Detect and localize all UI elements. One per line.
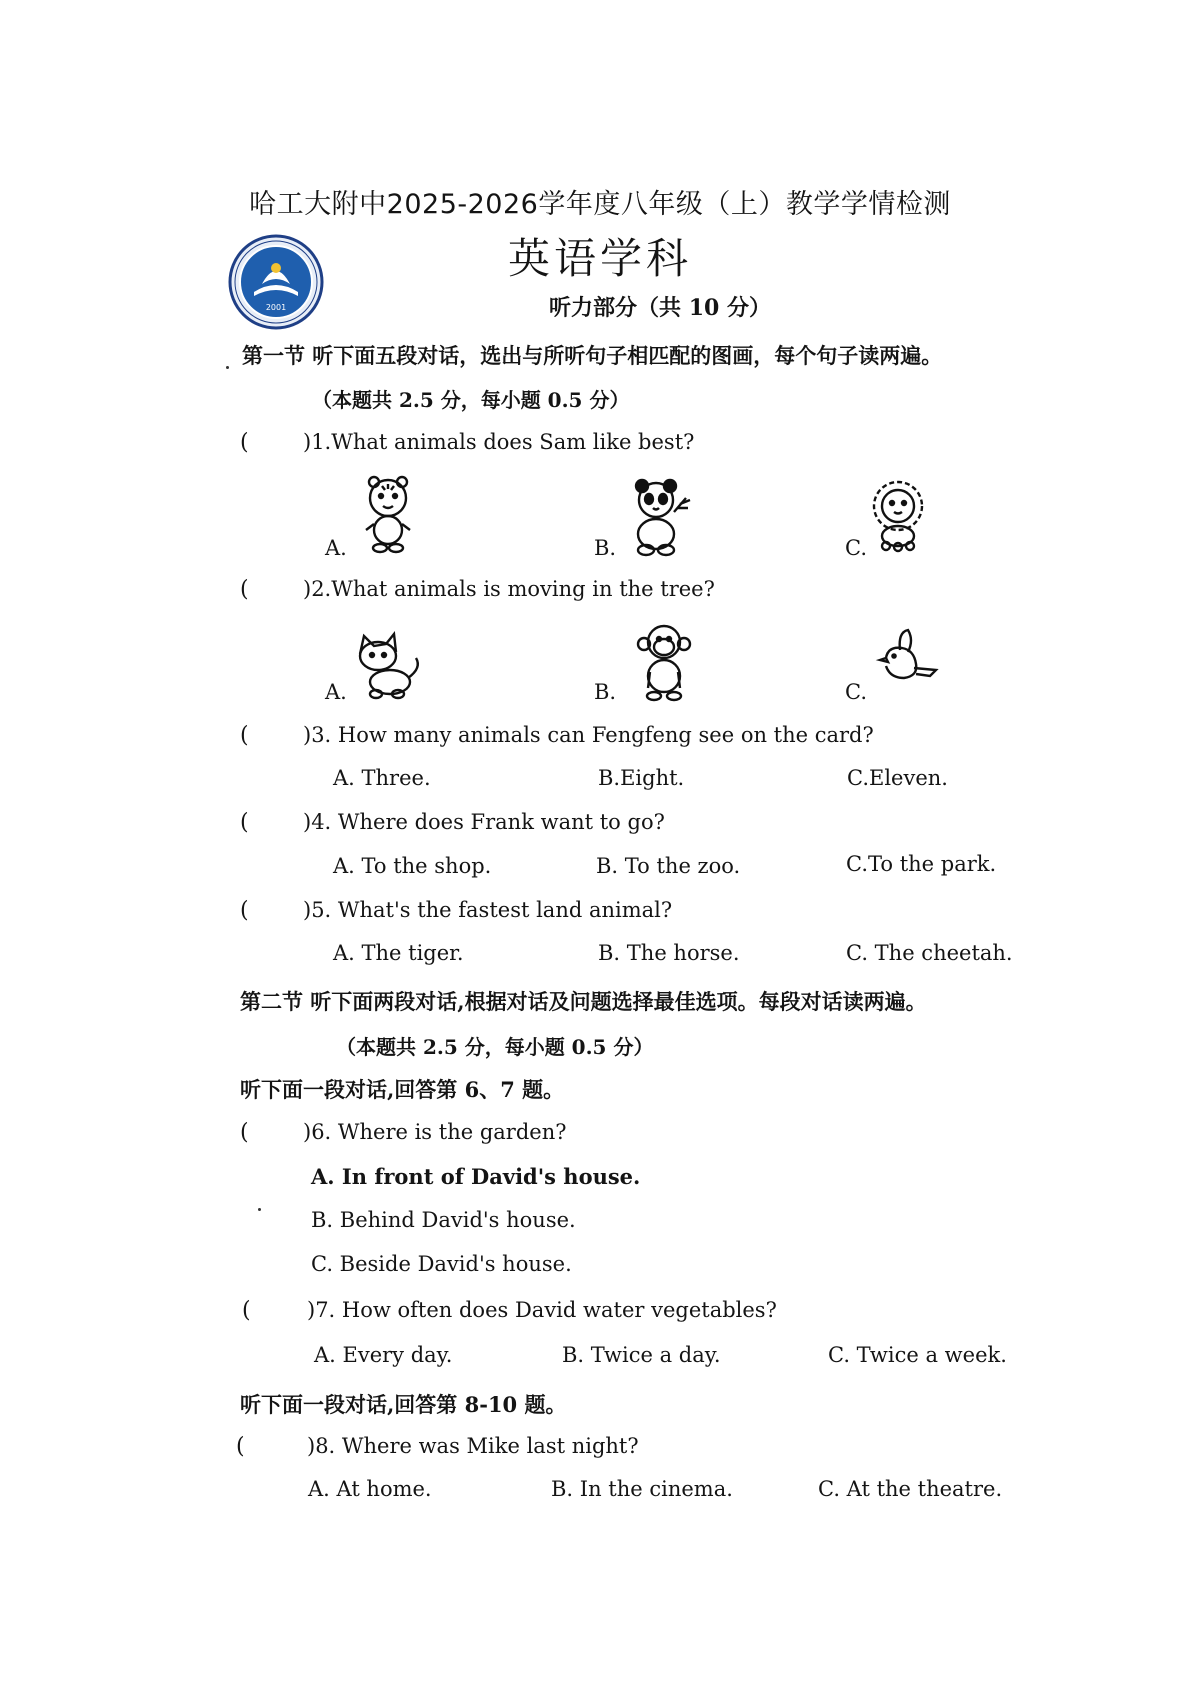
q8-option-a: A. At home. (308, 1477, 432, 1501)
dialog-2-instruction: 听下面一段对话,回答第 8-10 题。 (240, 1392, 567, 1417)
section1-note: （本题共 2.5 分，每小题 0.5 分） (312, 388, 630, 412)
q7-option-b: B. Twice a day. (562, 1343, 721, 1367)
scan-speck (258, 1208, 261, 1211)
subject-title: 英语学科 (507, 234, 692, 283)
question-6: )6. Where is the garden? (303, 1120, 567, 1144)
q1-option-b-label: B. (594, 536, 617, 560)
question-7: )7. How often does David water vegetables? (307, 1298, 777, 1322)
answer-bracket: ( (236, 1434, 245, 1459)
q5-option-a: A. The tiger. (333, 941, 464, 965)
question-4: )4. Where does Frank want to go? (303, 810, 665, 834)
panda-icon (620, 478, 692, 558)
question-5: )5. What's the fastest land animal? (303, 898, 673, 922)
q7-option-a: A. Every day. (314, 1343, 453, 1367)
q3-option-b: B.Eight. (598, 766, 685, 790)
q2-option-c-label: C. (845, 680, 867, 704)
q2-option-a-label: A. (325, 680, 347, 704)
section2-note: （本题共 2.5 分，每小题 0.5 分） (336, 1035, 654, 1059)
question-8: )8. Where was Mike last night? (307, 1434, 639, 1458)
q4-option-c: C.To the park. (846, 852, 997, 876)
answer-bracket: ( (240, 577, 249, 602)
answer-bracket: ( (240, 898, 249, 923)
question-2: )2.What animals is moving in the tree? (303, 577, 715, 601)
q3-option-a: A. Three. (333, 766, 431, 790)
answer-bracket: ( (242, 1298, 251, 1323)
q6-option-b: B. Behind David's house. (311, 1208, 576, 1232)
question-3: )3. How many animals can Fengfeng see on the card? (303, 723, 874, 747)
q5-option-c: C. The cheetah. (846, 941, 1013, 965)
tiger-icon (352, 474, 424, 554)
monkey-icon (630, 622, 702, 702)
answer-bracket: ( (240, 1120, 249, 1145)
q4-option-a: A. To the shop. (333, 854, 492, 878)
q1-option-c-label: C. (845, 536, 867, 560)
q6-option-a: A. In front of David's house. (311, 1164, 641, 1189)
scan-speck (226, 366, 229, 369)
lion-icon (864, 478, 936, 558)
section1-heading: 第一节 听下面五段对话，选出与所听句子相匹配的图画，每个句子读两遍。 (242, 343, 943, 368)
answer-bracket: ( (240, 810, 249, 835)
listening-part-title: 听力部分（共 10 分） (549, 295, 771, 321)
dialog-1-instruction: 听下面一段对话,回答第 6、7 题。 (240, 1077, 565, 1102)
exam-title: 哈工大附中2025-2026学年度八年级（上）教学学情检测 (249, 189, 951, 220)
logo-year: 2001 (265, 303, 287, 312)
q5-option-b: B. The horse. (598, 941, 740, 965)
q2-option-b-label: B. (594, 680, 617, 704)
answer-bracket: ( (240, 430, 249, 455)
q4-option-b: B. To the zoo. (596, 854, 741, 878)
question-1: )1.What animals does Sam like best? (303, 430, 695, 454)
q8-option-b: B. In the cinema. (551, 1477, 733, 1501)
bird-icon (874, 626, 946, 706)
q8-option-c: C. At the theatre. (818, 1477, 1003, 1501)
section2-heading: 第二节 听下面两段对话,根据对话及问题选择最佳选项。每段对话读两遍。 (240, 989, 927, 1014)
q3-option-c: C.Eleven. (847, 766, 948, 790)
cat-icon (352, 624, 424, 704)
q6-option-c: C. Beside David's house. (311, 1252, 572, 1276)
q1-option-a-label: A. (325, 536, 347, 560)
answer-bracket: ( (240, 723, 249, 748)
q7-option-c: C. Twice a week. (828, 1343, 1007, 1367)
